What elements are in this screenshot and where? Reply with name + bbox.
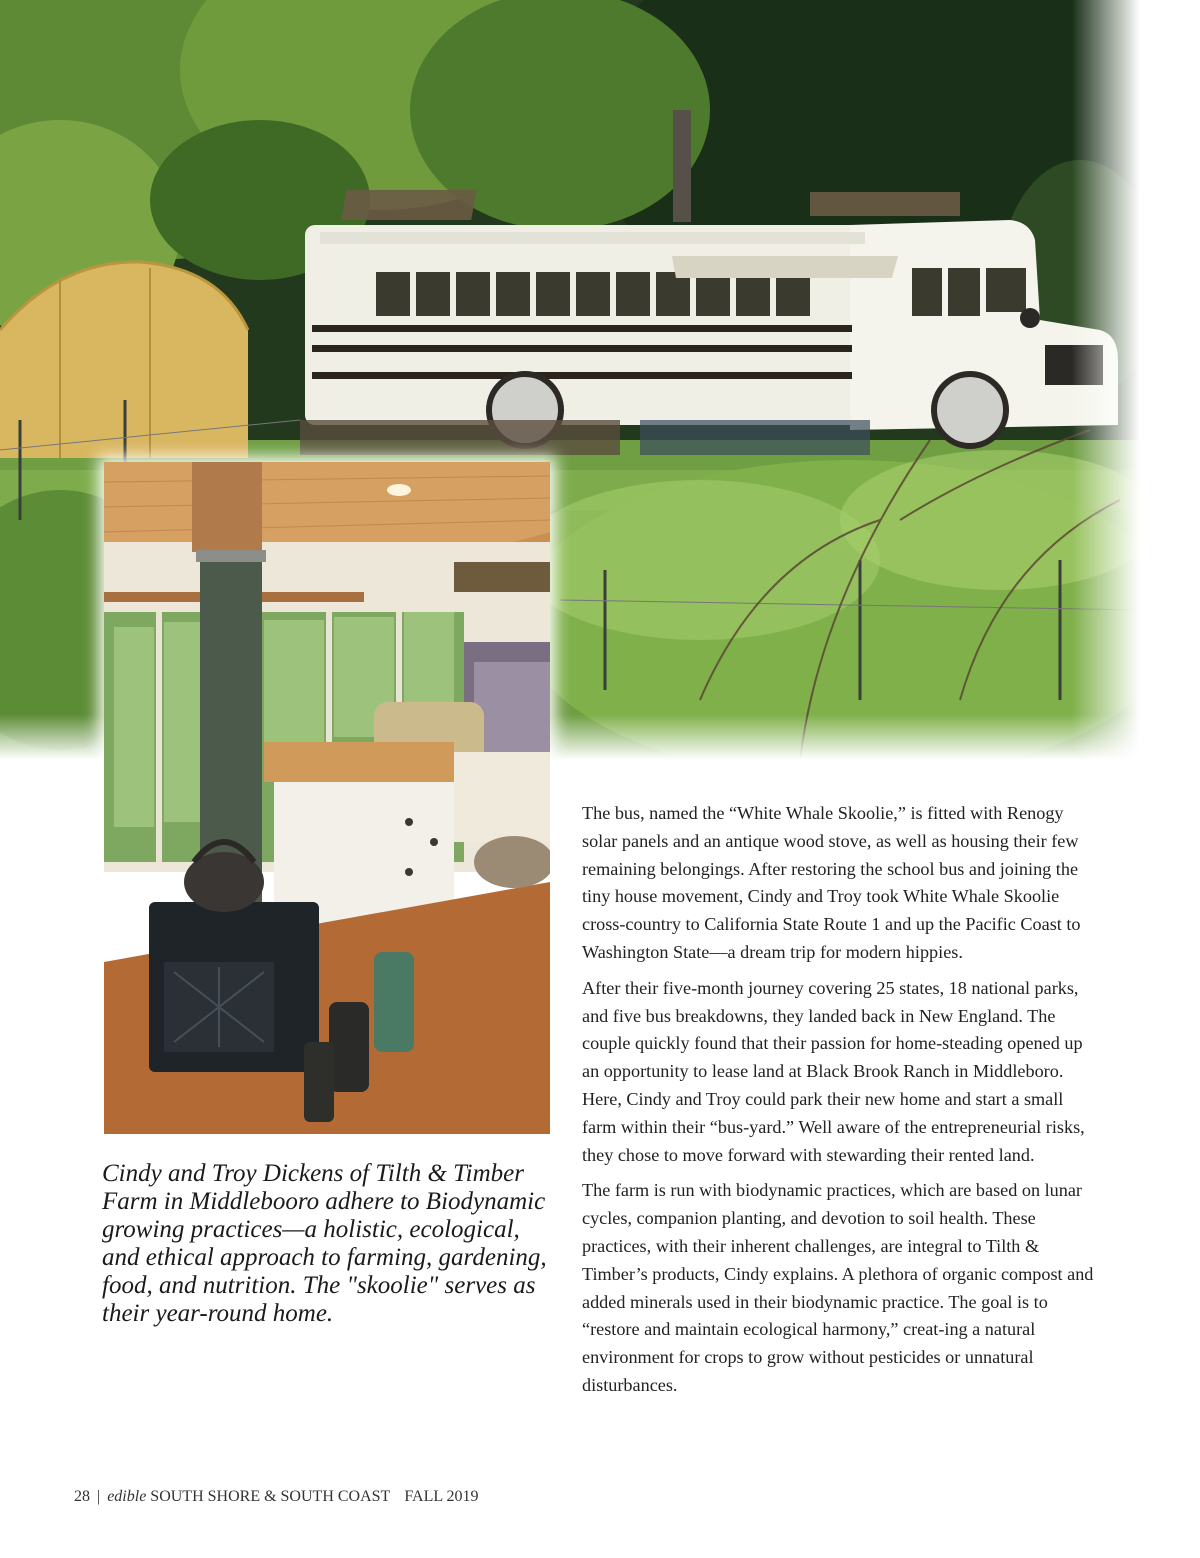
photo-caption: Cindy and Troy Dickens of Tilth & Timber Farm in Middlebooro adhere to Biodynamic growing practices—a holistic, ecological, and ethical approach to farming, gardening, food, and nutrition. The "skoolie" serves as their year-round home. <box>102 1160 547 1327</box>
article-paragraph: The farm is run with biodynamic practices, which are based on lunar cycles, companion planting, and devotion to soil health. These practices, with their inherent challenges, are integral to Tilth & Timber’s products, Cindy explains. A plethora of organic compost and added minerals used in their biodynamic practice. The goal is to “restore and maintain ecological harmony,” creat-ing a natural environment for crops to grow without pesticides or unnatural disturbances. <box>582 1180 1094 1395</box>
issue-date: FALL 2019 <box>404 1488 479 1505</box>
bus-interior-photo <box>104 462 550 1134</box>
magazine-title: SOUTH SHORE & SOUTH COAST <box>150 1488 391 1505</box>
footer-separator: | <box>97 1488 101 1505</box>
article-paragraph: After their five-month journey covering 25 states, 18 national parks, and five bus breakdowns, they landed back in New England. The couple quickly found that their passion for home-steading opened up an opportunity to lease land at Black Brook Ranch in Middleboro. Here, Cindy and Troy could park their new home and start a small farm within their “bus-yard.” Well aware of the entrepreneurial risks, they chose to move forward with stewarding their rented land. <box>582 977 1085 1165</box>
page-number: 28 <box>74 1488 90 1505</box>
page-footer <box>74 1488 479 1506</box>
article-body <box>582 800 1102 1408</box>
article-paragraph: The bus, named the “White Whale Skoolie,” is fitted with Renogy solar panels and an antique wood stove, as well as housing their few remaining belongings. After restoring the school bus and joining the tiny house movement, Cindy and Troy took White Whale Skoolie cross-country to California State Route 1 and up the Pacific Coast to Washington State—a dream trip for modern hippies. <box>582 803 1081 962</box>
magazine-brand: edible <box>107 1488 147 1505</box>
